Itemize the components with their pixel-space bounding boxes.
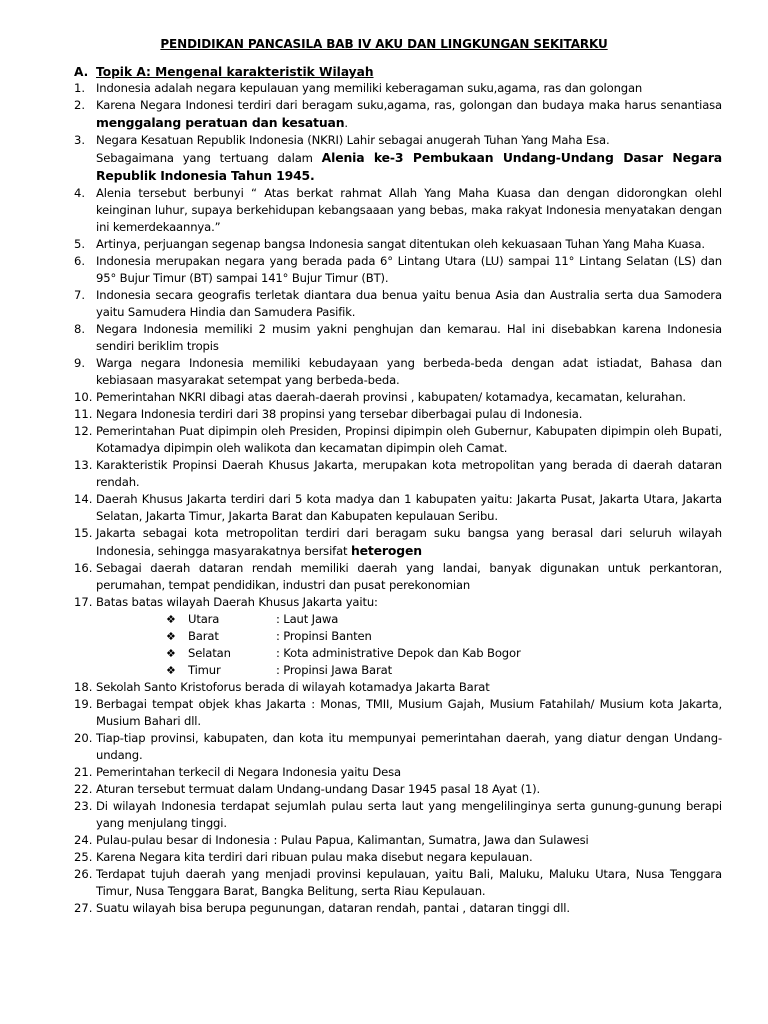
list-item bbox=[74, 287, 722, 321]
diamond-bullet-icon: ❖ bbox=[166, 613, 176, 626]
list-item-text: Negara Indonesia terdiri dari 38 propinsi yang tersebar diberbagai pulau di Indonesia. bbox=[96, 407, 583, 421]
border-value: : Propinsi Banten bbox=[276, 629, 372, 643]
list-item bbox=[74, 849, 722, 866]
list-item bbox=[74, 491, 722, 525]
list-item-number: 14. bbox=[74, 492, 93, 506]
list-item-text: Karena Negara kita terdiri dari ribuan pulau maka disebut negara kepulauan. bbox=[96, 850, 533, 864]
list-item bbox=[74, 832, 722, 849]
list-item bbox=[74, 389, 722, 406]
list-item bbox=[74, 80, 722, 97]
list-item bbox=[74, 97, 722, 132]
list-item-text: Indonesia adalah negara kepulauan yang memiliki keberagaman suku,agama, ras dan golongan bbox=[96, 81, 643, 95]
page-title: PENDIDIKAN PANCASILA BAB IV AKU DAN LINGKUNGAN SEKITARKU bbox=[160, 37, 608, 51]
list-item-continuation bbox=[96, 149, 722, 185]
diamond-bullet-icon: ❖ bbox=[166, 630, 176, 643]
list-item-number: 24. bbox=[74, 833, 93, 847]
list-item bbox=[74, 525, 722, 560]
list-item bbox=[74, 406, 722, 423]
list-item bbox=[74, 253, 722, 287]
border-value: : Laut Jawa bbox=[276, 612, 339, 626]
list-item-text: Artinya, perjuangan segenap bangsa Indonesia sangat ditentukan oleh kekuasaan Tuhan Yang Maha Kuasa. bbox=[96, 237, 705, 251]
border-value: : Kota administrative Depok dan Kab Bogor bbox=[276, 646, 521, 660]
list-item-text: Di wilayah Indonesia terdapat sejumlah pulau serta laut yang mengelilinginya serta gunung-gunung berapi yang menjulang tinggi. bbox=[96, 799, 722, 830]
list-item-text: Berbagai tempat objek khas Jakarta : Monas, TMII, Musium Gajah, Musium Fatahilah/ Musium kota Jakarta, Musium Bahari dll. bbox=[96, 697, 722, 728]
list-item bbox=[74, 321, 722, 355]
list-item-text: Tiap-tiap provinsi, kabupaten, dan kota itu mempunyai pemerintahan daerah, yang diatur dengan Undang-undang. bbox=[96, 731, 722, 762]
list-item-number: 25. bbox=[74, 850, 93, 864]
section-title: Topik A: Mengenal karakteristik Wilayah bbox=[96, 65, 374, 79]
list-item-text: Suatu wilayah bisa berupa pegunungan, dataran rendah, pantai , dataran tinggi dll. bbox=[96, 901, 570, 915]
border-list bbox=[96, 611, 722, 679]
list-item-text: Aturan tersebut termuat dalam Undang-undang Dasar 1945 pasal 18 Ayat (1). bbox=[96, 782, 541, 796]
list-item-number: 17. bbox=[74, 595, 93, 609]
list-item-emphasis: menggalang peratuan dan kesatuan bbox=[96, 115, 345, 130]
list-item-text: Pemerintahan Puat dipimpin oleh Presiden, Propinsi dipimpin oleh Gubernur, Kabupaten dipimpin oleh Bupati, Kotamadya dipimpin oleh walikota dan kecamatan dipimpin oleh Camat. bbox=[96, 424, 722, 455]
list-item bbox=[74, 679, 722, 696]
list-item-number: 12. bbox=[74, 424, 93, 438]
list-item-emphasis-2: Alenia ke-3 Pembukaan Undang-Undang Dasar Negara Republik Indonesia Tahun 1945. bbox=[96, 150, 722, 183]
list-item bbox=[74, 236, 722, 253]
list-item-number: 15. bbox=[74, 526, 93, 540]
list-item-number: 9. bbox=[74, 356, 86, 370]
border-item bbox=[96, 662, 722, 679]
list-item-number: 26. bbox=[74, 867, 93, 881]
list-item-text: Negara Indonesia memiliki 2 musim yakni penghujan dan kemarau. Hal ini disebabkan karena Indonesia sendiri beriklim tropis bbox=[96, 322, 722, 353]
list-item-text: Negara Kesatuan Republik Indonesia (NKRI) Lahir sebagai anugerah Tuhan Yang Maha Esa. bbox=[96, 133, 610, 147]
border-item bbox=[96, 628, 722, 645]
list-item-number: 21. bbox=[74, 765, 93, 779]
border-direction: Barat bbox=[188, 629, 219, 643]
list-item bbox=[74, 457, 722, 491]
list-item bbox=[74, 355, 722, 389]
list-item-text-2: Sebagaimana yang tertuang dalam bbox=[96, 151, 322, 165]
list-item-number: 3. bbox=[74, 133, 86, 147]
list-item-text: Pemerintahan terkecil di Negara Indonesia yaitu Desa bbox=[96, 765, 402, 779]
list-item-text: Indonesia secara geografis terletak diantara dua benua yaitu benua Asia dan Australia serta dua Samodera yaitu Samudera Hindia dan Samudera Pasifik. bbox=[96, 288, 722, 319]
list-item bbox=[74, 560, 722, 594]
list-item-text: Pemerintahan NKRI dibagi atas daerah-daerah provinsi , kabupaten/ kotamadya, kecamatan, kelurahan. bbox=[96, 390, 686, 404]
list-item-number: 27. bbox=[74, 901, 93, 915]
section-letter: A. bbox=[74, 65, 89, 79]
list-item-text: Daerah Khusus Jakarta terdiri dari 5 kota madya dan 1 kabupaten yaitu: Jakarta Pusat, Jakarta Utara, Jakarta Selatan, Jakarta Timur, Jakarta Barat dan Kabupaten kepulauan Seribu. bbox=[96, 492, 722, 523]
list-item bbox=[74, 185, 722, 236]
border-item bbox=[96, 645, 722, 662]
list-item bbox=[74, 594, 722, 679]
list-item-text: Batas batas wilayah Daerah Khusus Jakarta yaitu: bbox=[96, 595, 378, 609]
list-item-number: 5. bbox=[74, 237, 86, 251]
list-item-number: 19. bbox=[74, 697, 93, 711]
border-direction: Utara bbox=[188, 612, 220, 626]
numbered-list bbox=[74, 80, 722, 917]
section-heading bbox=[74, 64, 374, 81]
diamond-bullet-icon: ❖ bbox=[166, 664, 176, 677]
list-item-text: Karakteristik Propinsi Daerah Khusus Jakarta, merupakan kota metropolitan yang berada di daerah dataran rendah. bbox=[96, 458, 722, 489]
list-item-number: 22. bbox=[74, 782, 93, 796]
list-item-text: Warga negara Indonesia memiliki kebudayaan yang berbeda-beda dengan adat istiadat, Bahasa dan kebiasaan masyarakat setempat yang berbeda-beda. bbox=[96, 356, 722, 387]
list-item-number: 6. bbox=[74, 254, 86, 268]
list-item bbox=[74, 132, 722, 185]
border-direction: Selatan bbox=[188, 646, 231, 660]
list-item-number: 23. bbox=[74, 799, 93, 813]
list-item bbox=[74, 764, 722, 781]
list-item-text: Jakarta sebagai kota metropolitan terdiri dari beragam suku bangsa yang berasal dari seluruh wilayah Indonesia, sehingga masyarakatnya bersifat bbox=[96, 526, 722, 558]
list-item-text: Alenia tersebut berbunyi “ Atas berkat rahmat Allah Yang Maha Kuasa dan dengan didorongkan olehl keinginan luhur, supaya berkehidupan kebangsaaan yang bebas, maka rakyat Indonesia menyatakan dengan ini kemerdekaannya.” bbox=[96, 186, 722, 234]
list-item bbox=[74, 730, 722, 764]
border-direction: Timur bbox=[188, 663, 221, 677]
list-item-number: 2. bbox=[74, 98, 86, 112]
list-item-number: 4. bbox=[74, 186, 86, 200]
list-item-number: 11. bbox=[74, 407, 93, 421]
diamond-bullet-icon: ❖ bbox=[166, 647, 176, 660]
list-item-number: 7. bbox=[74, 288, 86, 302]
list-item bbox=[74, 798, 722, 832]
list-item-text: Sebagai daerah dataran rendah memiliki daerah yang landai, banyak digunakan untuk perkantoran, perumahan, tempat pendidikan, industri dan pusat perekonomian bbox=[96, 561, 722, 592]
border-item bbox=[96, 611, 722, 628]
list-item-text: Sekolah Santo Kristoforus berada di wilayah kotamadya Jakarta Barat bbox=[96, 680, 490, 694]
list-item-text: Terdapat tujuh daerah yang menjadi provinsi kepulauan, yaitu Bali, Maluku, Maluku Utara, Nusa Tenggara Timur, Nusa Tenggara Barat, Bangka Belitung, serta Riau Kepulauan. bbox=[96, 867, 722, 898]
list-item-text: Karena Negara Indonesi terdiri dari beragam suku,agama, ras, golongan dan budaya maka harus senantiasa bbox=[96, 98, 722, 112]
list-item-text: Pulau-pulau besar di Indonesia : Pulau Papua, Kalimantan, Sumatra, Jawa dan Sulawesi bbox=[96, 833, 589, 847]
list-item-number: 10. bbox=[74, 390, 93, 404]
list-item bbox=[74, 423, 722, 457]
list-item bbox=[74, 781, 722, 798]
list-item bbox=[74, 696, 722, 730]
list-item-number: 13. bbox=[74, 458, 93, 472]
list-item-tail: . bbox=[344, 116, 348, 130]
list-item bbox=[74, 866, 722, 900]
list-item-number: 16. bbox=[74, 561, 93, 575]
list-item-number: 18. bbox=[74, 680, 93, 694]
border-value: : Propinsi Jawa Barat bbox=[276, 663, 392, 677]
list-item-number: 20. bbox=[74, 731, 93, 745]
list-item-emphasis: heterogen bbox=[350, 543, 422, 558]
list-item-number: 1. bbox=[74, 81, 86, 95]
list-item bbox=[74, 900, 722, 917]
list-item-number: 8. bbox=[74, 322, 86, 336]
list-item-text: Indonesia merupakan negara yang berada pada 6° Lintang Utara (LU) sampai 11° Lintang Selatan (LS) dan 95° Bujur Timur (BT) sampai 141° Bujur Timur (BT). bbox=[96, 254, 722, 285]
